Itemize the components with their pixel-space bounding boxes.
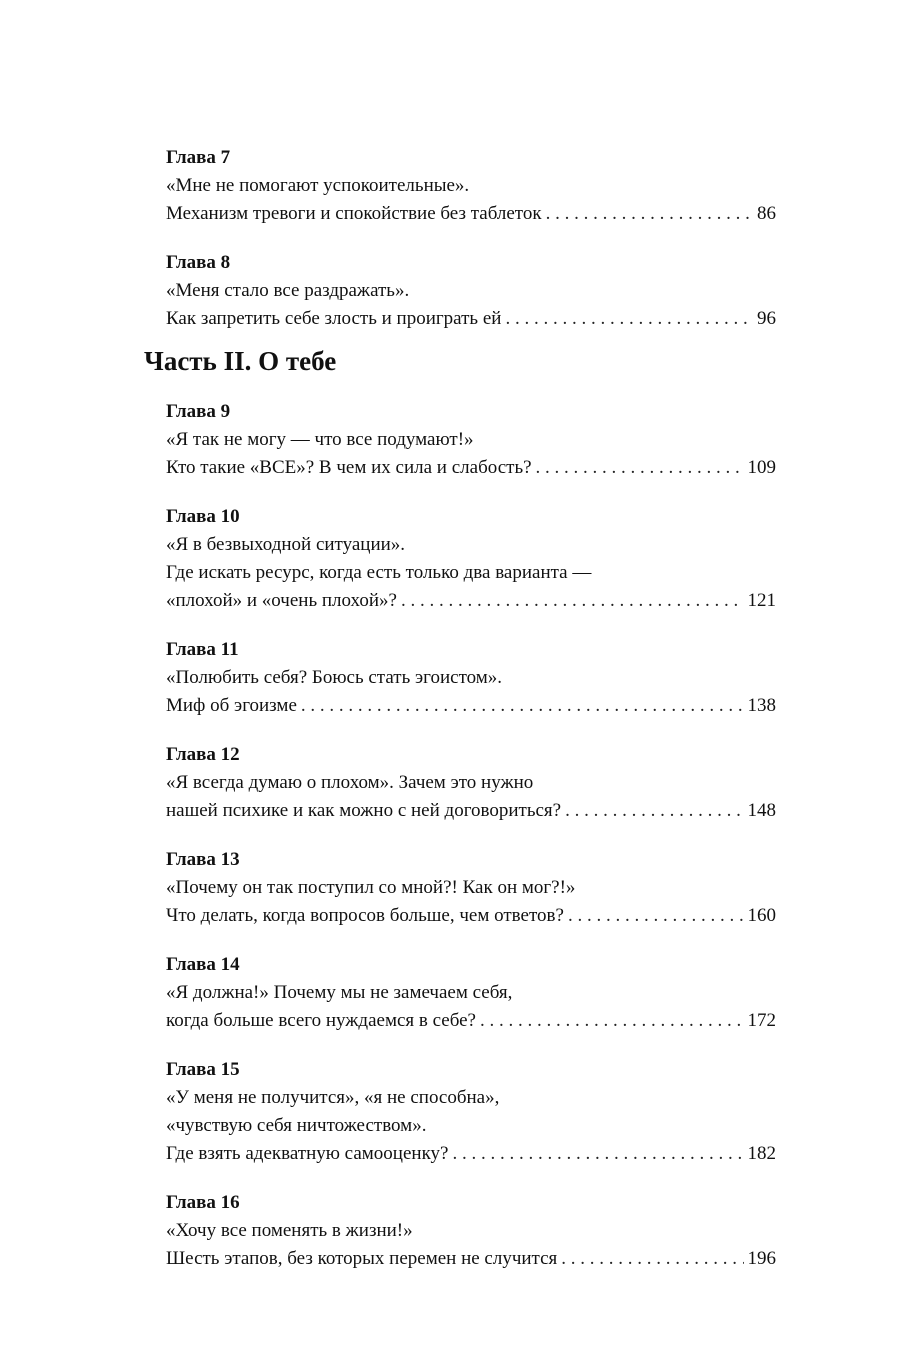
page-number: 138: [747, 695, 776, 716]
chapter-title-text: Миф об эгоизме: [166, 695, 297, 716]
dot-leader: [546, 200, 753, 228]
toc-entry-chapter-7: [166, 144, 776, 228]
chapter-label: Глава 13: [166, 849, 240, 870]
chapter-title-line: «Меня стало все раздражать».: [166, 280, 410, 301]
chapter-title-last-line: [166, 305, 776, 333]
chapter-title-text: нашей психике и как можно с ней договориться?: [166, 800, 562, 821]
toc-entry-chapter-11: [166, 636, 776, 720]
toc-entry-chapter-8: [166, 249, 776, 333]
page-number: 160: [747, 905, 776, 926]
chapter-label: Глава 10: [166, 506, 240, 527]
chapter-label: Глава 14: [166, 954, 240, 975]
toc-entry-chapter-16: [166, 1189, 776, 1273]
chapter-label: Глава 7: [166, 147, 231, 168]
dot-leader: [452, 1140, 743, 1168]
chapter-title-line: «Я в безвыходной ситуации».: [166, 534, 406, 555]
page-number: 172: [747, 1010, 776, 1031]
chapter-title-text: Кто такие «ВСЕ»? В чем их сила и слабость?: [166, 457, 532, 478]
page-number: 196: [747, 1248, 776, 1269]
part2-chapter-list: [166, 398, 776, 1294]
chapter-label: Глава 12: [166, 744, 240, 765]
chapter-title-text: Шесть этапов, без которых перемен не случится: [166, 1248, 558, 1269]
chapter-label: Глава 11: [166, 639, 239, 660]
toc-entry-chapter-10: [166, 503, 776, 615]
chapter-title-line: «У меня не получится», «я не способна»,: [166, 1087, 500, 1108]
chapter-title-last-line: [166, 797, 776, 825]
chapter-title-text: «плохой» и «очень плохой»?: [166, 590, 397, 611]
chapter-title-line: «Я всегда думаю о плохом». Зачем это нужно: [166, 772, 534, 793]
chapter-title-text: Где взять адекватную самооценку?: [166, 1143, 449, 1164]
dot-leader: [401, 587, 744, 615]
chapter-title-last-line: [166, 454, 776, 482]
toc-entry-chapter-15: [166, 1056, 776, 1168]
chapter-title-last-line: [166, 902, 776, 930]
chapter-title-text: Как запретить себе злость и проиграть ей: [166, 308, 502, 329]
chapter-label: Глава 16: [166, 1192, 240, 1213]
chapter-title-last-line: [166, 1140, 776, 1168]
dot-leader: [480, 1007, 744, 1035]
chapter-title-last-line: [166, 1245, 776, 1273]
dot-leader: [505, 305, 753, 333]
page-number: 109: [747, 457, 776, 478]
dot-leader: [561, 1245, 743, 1273]
toc-entry-chapter-12: [166, 741, 776, 825]
part1-chapter-list: [166, 144, 776, 354]
chapter-label: Глава 9: [166, 401, 231, 422]
dot-leader: [301, 692, 744, 720]
chapter-title-last-line: [166, 200, 776, 228]
chapter-label: Глава 15: [166, 1059, 240, 1080]
chapter-title-line: «Мне не помогают успокоительные».: [166, 175, 470, 196]
toc-entry-chapter-9: [166, 398, 776, 482]
page-number: 96: [757, 308, 776, 329]
toc-entry-chapter-14: [166, 951, 776, 1035]
dot-leader: [536, 454, 744, 482]
chapter-title-line: «Я должна!» Почему мы не замечаем себя,: [166, 982, 513, 1003]
chapter-title-last-line: [166, 587, 776, 615]
chapter-title-line: «Я так не могу — что все подумают!»: [166, 429, 474, 450]
chapter-title-line: «Полюбить себя? Боюсь стать эгоистом».: [166, 667, 503, 688]
page-number: 182: [747, 1143, 776, 1164]
chapter-title-line: «Почему он так поступил со мной?! Как он мог?!»: [166, 877, 576, 898]
dot-leader: [568, 902, 744, 930]
chapter-title-text: Механизм тревоги и спокойствие без таблеток: [166, 203, 542, 224]
chapter-title-line: «Хочу все поменять в жизни!»: [166, 1220, 413, 1241]
chapter-title-line: Где искать ресурс, когда есть только два варианта —: [166, 562, 592, 583]
chapter-title-text: когда больше всего нуждаемся в себе?: [166, 1010, 476, 1031]
part-heading: Часть II. О тебе: [144, 346, 337, 376]
chapter-title-last-line: [166, 692, 776, 720]
page-number: 86: [757, 203, 776, 224]
dot-leader: [565, 797, 743, 825]
page-number: 121: [747, 590, 776, 611]
page-number: 148: [747, 800, 776, 821]
chapter-label: Глава 8: [166, 252, 231, 273]
chapter-title-last-line: [166, 1007, 776, 1035]
toc-entry-chapter-13: [166, 846, 776, 930]
chapter-title-line: «чувствую себя ничтожеством».: [166, 1115, 427, 1136]
chapter-title-text: Что делать, когда вопросов больше, чем ответов?: [166, 905, 564, 926]
